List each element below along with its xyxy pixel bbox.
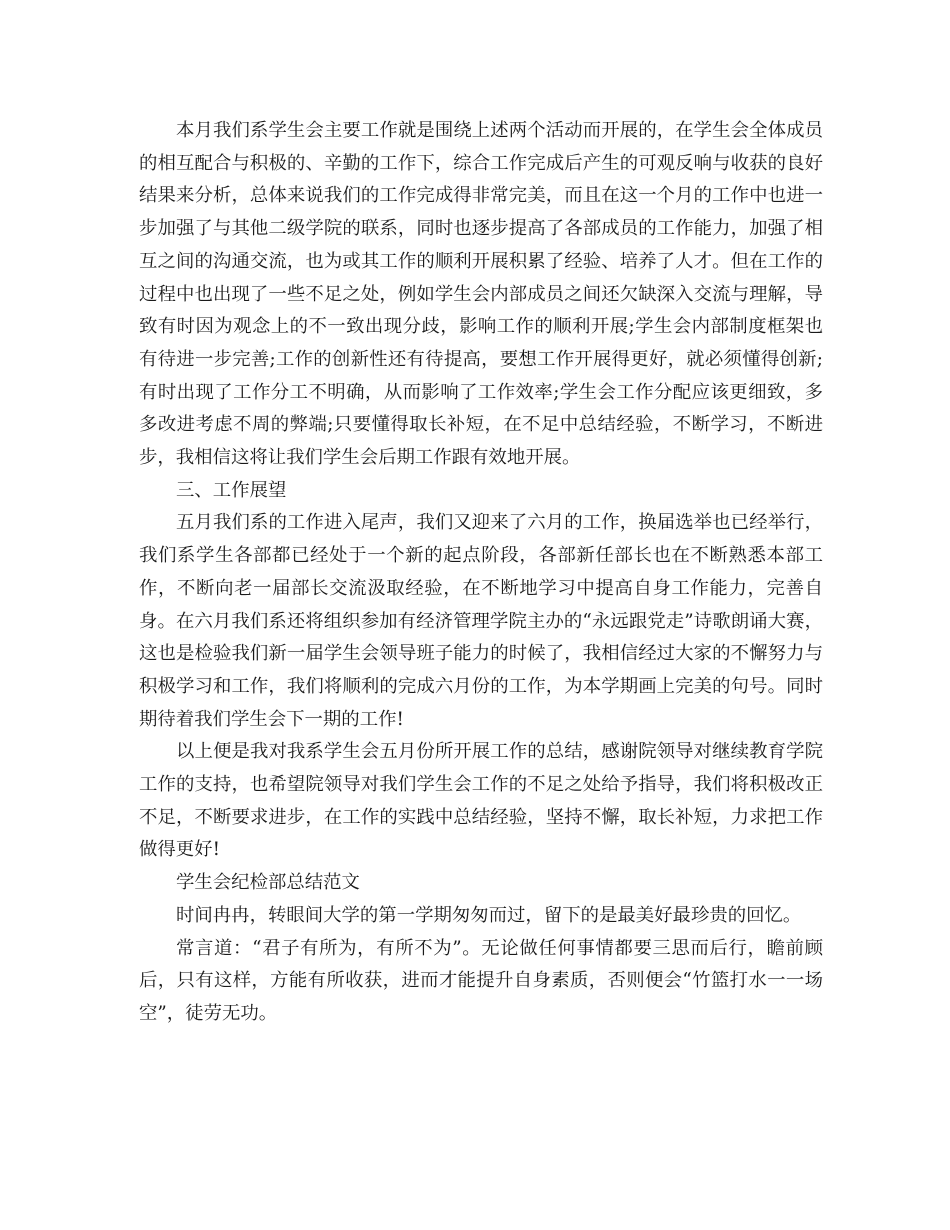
paragraph-outlook: 五月我们系的工作进入尾声，我们又迎来了六月的工作，换届选举也已经举行，我们系学生各部都已经处于一个新的起点阶段，各部新任部长也在不断熟悉本部工作，不断向老一届部长交流汲取经验，在不断地学习中提高自身工作能力，完善自身。在六月我们系还将组织参加有经济管理学院主办的“永远跟党走”诗歌朗诵大赛，这也是检验我们新一届学生会领导班子能力的时候了，我相信经过大家的不懈努力与积极学习和工作，我们将顺利的完成六月份的工作，为本学期画上完美的句号。同时期待着我们学生会下一期的工作! bbox=[139, 512, 823, 730]
paragraph-summary: 本月我们系学生会主要工作就是围绕上述两个活动而开展的，在学生会全体成员的相互配合与积极的、辛勤的工作下，综合工作完成后产生的可观反响与收获的良好结果来分析，总体来说我们的工作完成得非常完美，而且在这一个月的工作中也进一步加强了与其他二级学院的联系，同时也逐步提高了各部成员的工作能力，加强了相互之间的沟通交流，也为或其工作的顺利开展积累了经验、培养了人才。但在工作的过程中也出现了一些不足之处，例如学生会内部成员之间还欠缺深入交流与理解，导致有时因为观念上的不一致出现分歧，影响工作的顺利开展;学生会内部制度框架也有待进一步完善;工作的创新性还有待提高，要想工作开展得更好，就必须懂得创新;有时出现了工作分工不明确，从而影响了工作效率;学生会工作分配应该更细致，多多改进考虑不周的弊端;只要懂得取长补短，在不足中总结经验，不断学习，不断进步，我相信这将让我们学生会后期工作跟有效地开展。 bbox=[139, 120, 823, 469]
paragraph-saying: 常言道：“君子有所为，有所不为”。无论做任何事情都要三思而后行，瞻前顾后，只有这样，方能有所收获，进而才能提升自身素质，否则便会“竹篮打水一一场空”，徒劳无功。 bbox=[139, 937, 823, 1024]
section-heading-outlook: 三、工作展望 bbox=[176, 479, 287, 501]
section-heading-discipline: 学生会纪检部总结范文 bbox=[176, 872, 360, 894]
paragraph-time: 时间冉冉，转眼间大学的第一学期匆匆而过，留下的是最美好最珍贵的回忆。 bbox=[176, 904, 802, 926]
paragraph-conclusion: 以上便是我对我系学生会五月份所开展工作的总结，感谢院领导对继续教育学院工作的支持，也希望院领导对我们学生会工作的不足之处给予指导，我们将积极改正不足，不断要求进步，在工作的实践中总结经验，坚持不懈，取长补短，力求把工作做得更好! bbox=[139, 741, 823, 861]
document-body bbox=[139, 115, 823, 1031]
